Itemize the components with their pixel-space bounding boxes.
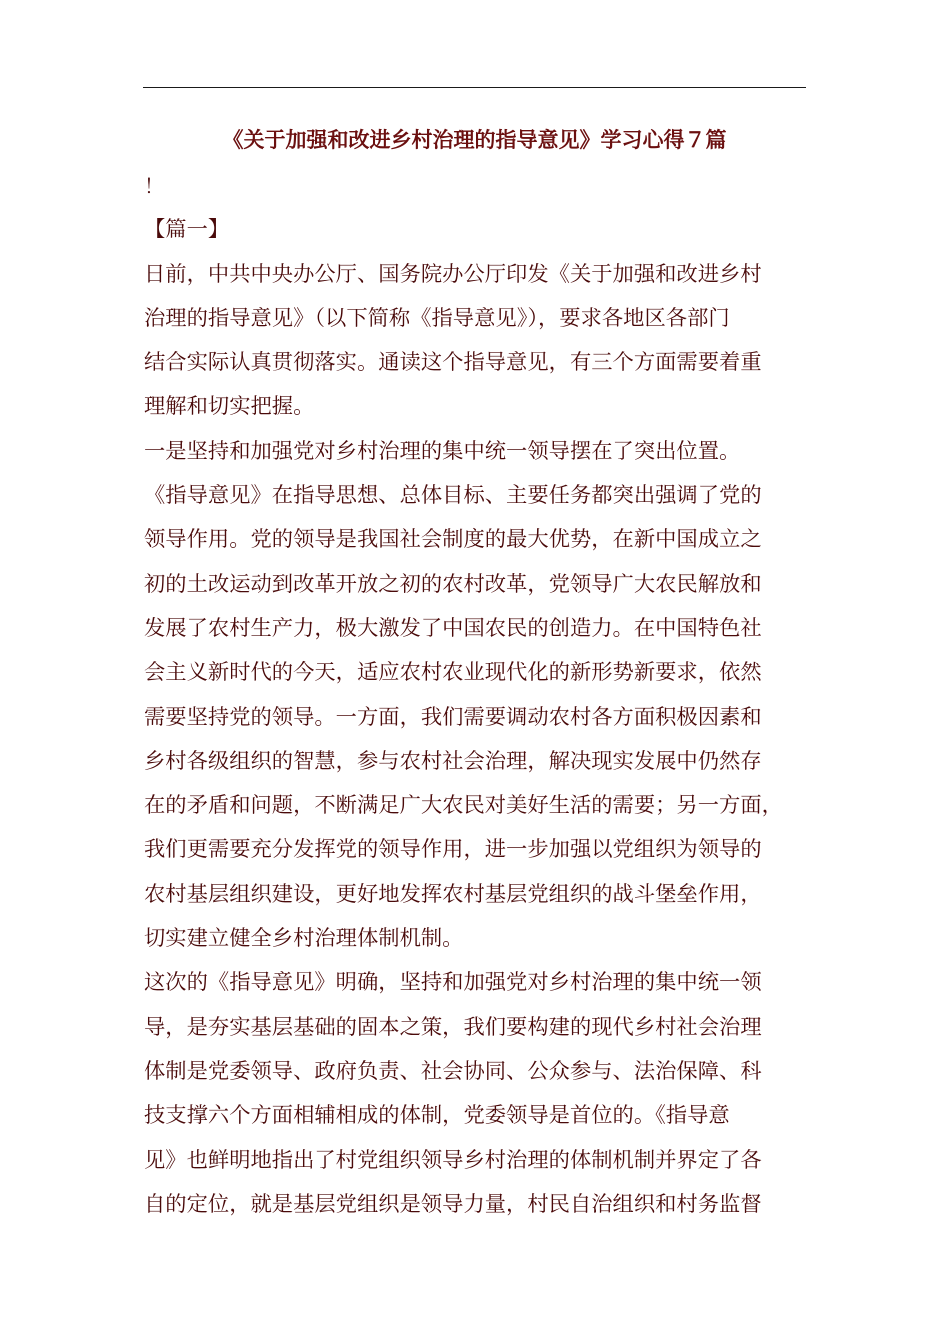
section-heading: 【篇一】 (144, 217, 230, 243)
body-line: 我们更需要充分发挥党的领导作用，进一步加强以党组织为领导的 (144, 837, 762, 863)
document-title: 《关于加强和改进乡村治理的指导意见》学习心得７篇 (222, 128, 727, 152)
body-line: 治理的指导意见》（以下简称《指导意见》），要求各地区各部门 (144, 305, 730, 331)
body-line: 发展了农村生产力，极大激发了中国农民的创造力。在中国特色社 (144, 615, 762, 641)
header-rule (143, 87, 806, 88)
body-line: 切实建立健全乡村治理体制机制。 (144, 926, 464, 952)
body-line: 见》也鲜明地指出了村党组织领导乡村治理的体制机制并界定了各 (144, 1147, 762, 1173)
body-line: 自的定位，就是基层党组织是领导力量，村民自治组织和村务监督 (144, 1191, 762, 1217)
body-line: 结合实际认真贯彻落实。通读这个指导意见，有三个方面需要着重 (144, 350, 762, 376)
body-line: 初的土改运动到改革开放之初的农村改革，党领导广大农民解放和 (144, 571, 762, 597)
body-line: 日前，中共中央办公厅、国务院办公厅印发《关于加强和改进乡村 (144, 261, 762, 287)
body-line: 一是坚持和加强党对乡村治理的集中统一领导摆在了突出位置。 (144, 438, 741, 464)
body-line: 理解和切实把握。 (144, 394, 315, 420)
body-line: 体制是党委领导、政府负责、社会协同、公众参与、法治保障、科 (144, 1058, 762, 1084)
body-line: 会主义新时代的今天，适应农村农业现代化的新形势新要求，依然 (144, 660, 762, 686)
body-line: 技支撑六个方面相辅相成的体制，党委领导是首位的。《指导意 (144, 1103, 730, 1129)
body-line: 导，是夯实基层基础的固本之策，我们要构建的现代乡村社会治理 (144, 1014, 762, 1040)
body-line: 在的矛盾和问题，不断满足广大农民对美好生活的需要；另一方面， (144, 793, 783, 819)
body-line: 乡村各级组织的智慧，参与农村社会治理，解决现实发展中仍然存 (144, 748, 762, 774)
document-body (144, 164, 824, 1227)
body-line: 《指导意见》在指导思想、总体目标、主要任务都突出强调了党的 (144, 483, 762, 509)
body-line: 农村基层组织建设，更好地发挥农村基层党组织的战斗堡垒作用， (144, 881, 762, 907)
body-line: 需要坚持党的领导。一方面，我们需要调动农村各方面积极因素和 (144, 704, 762, 730)
body-line: ！ (144, 174, 164, 198)
body-line: 领导作用。党的领导是我国社会制度的最大优势，在新中国成立之 (144, 527, 762, 553)
body-line: 这次的《指导意见》明确，坚持和加强党对乡村治理的集中统一领 (144, 970, 762, 996)
